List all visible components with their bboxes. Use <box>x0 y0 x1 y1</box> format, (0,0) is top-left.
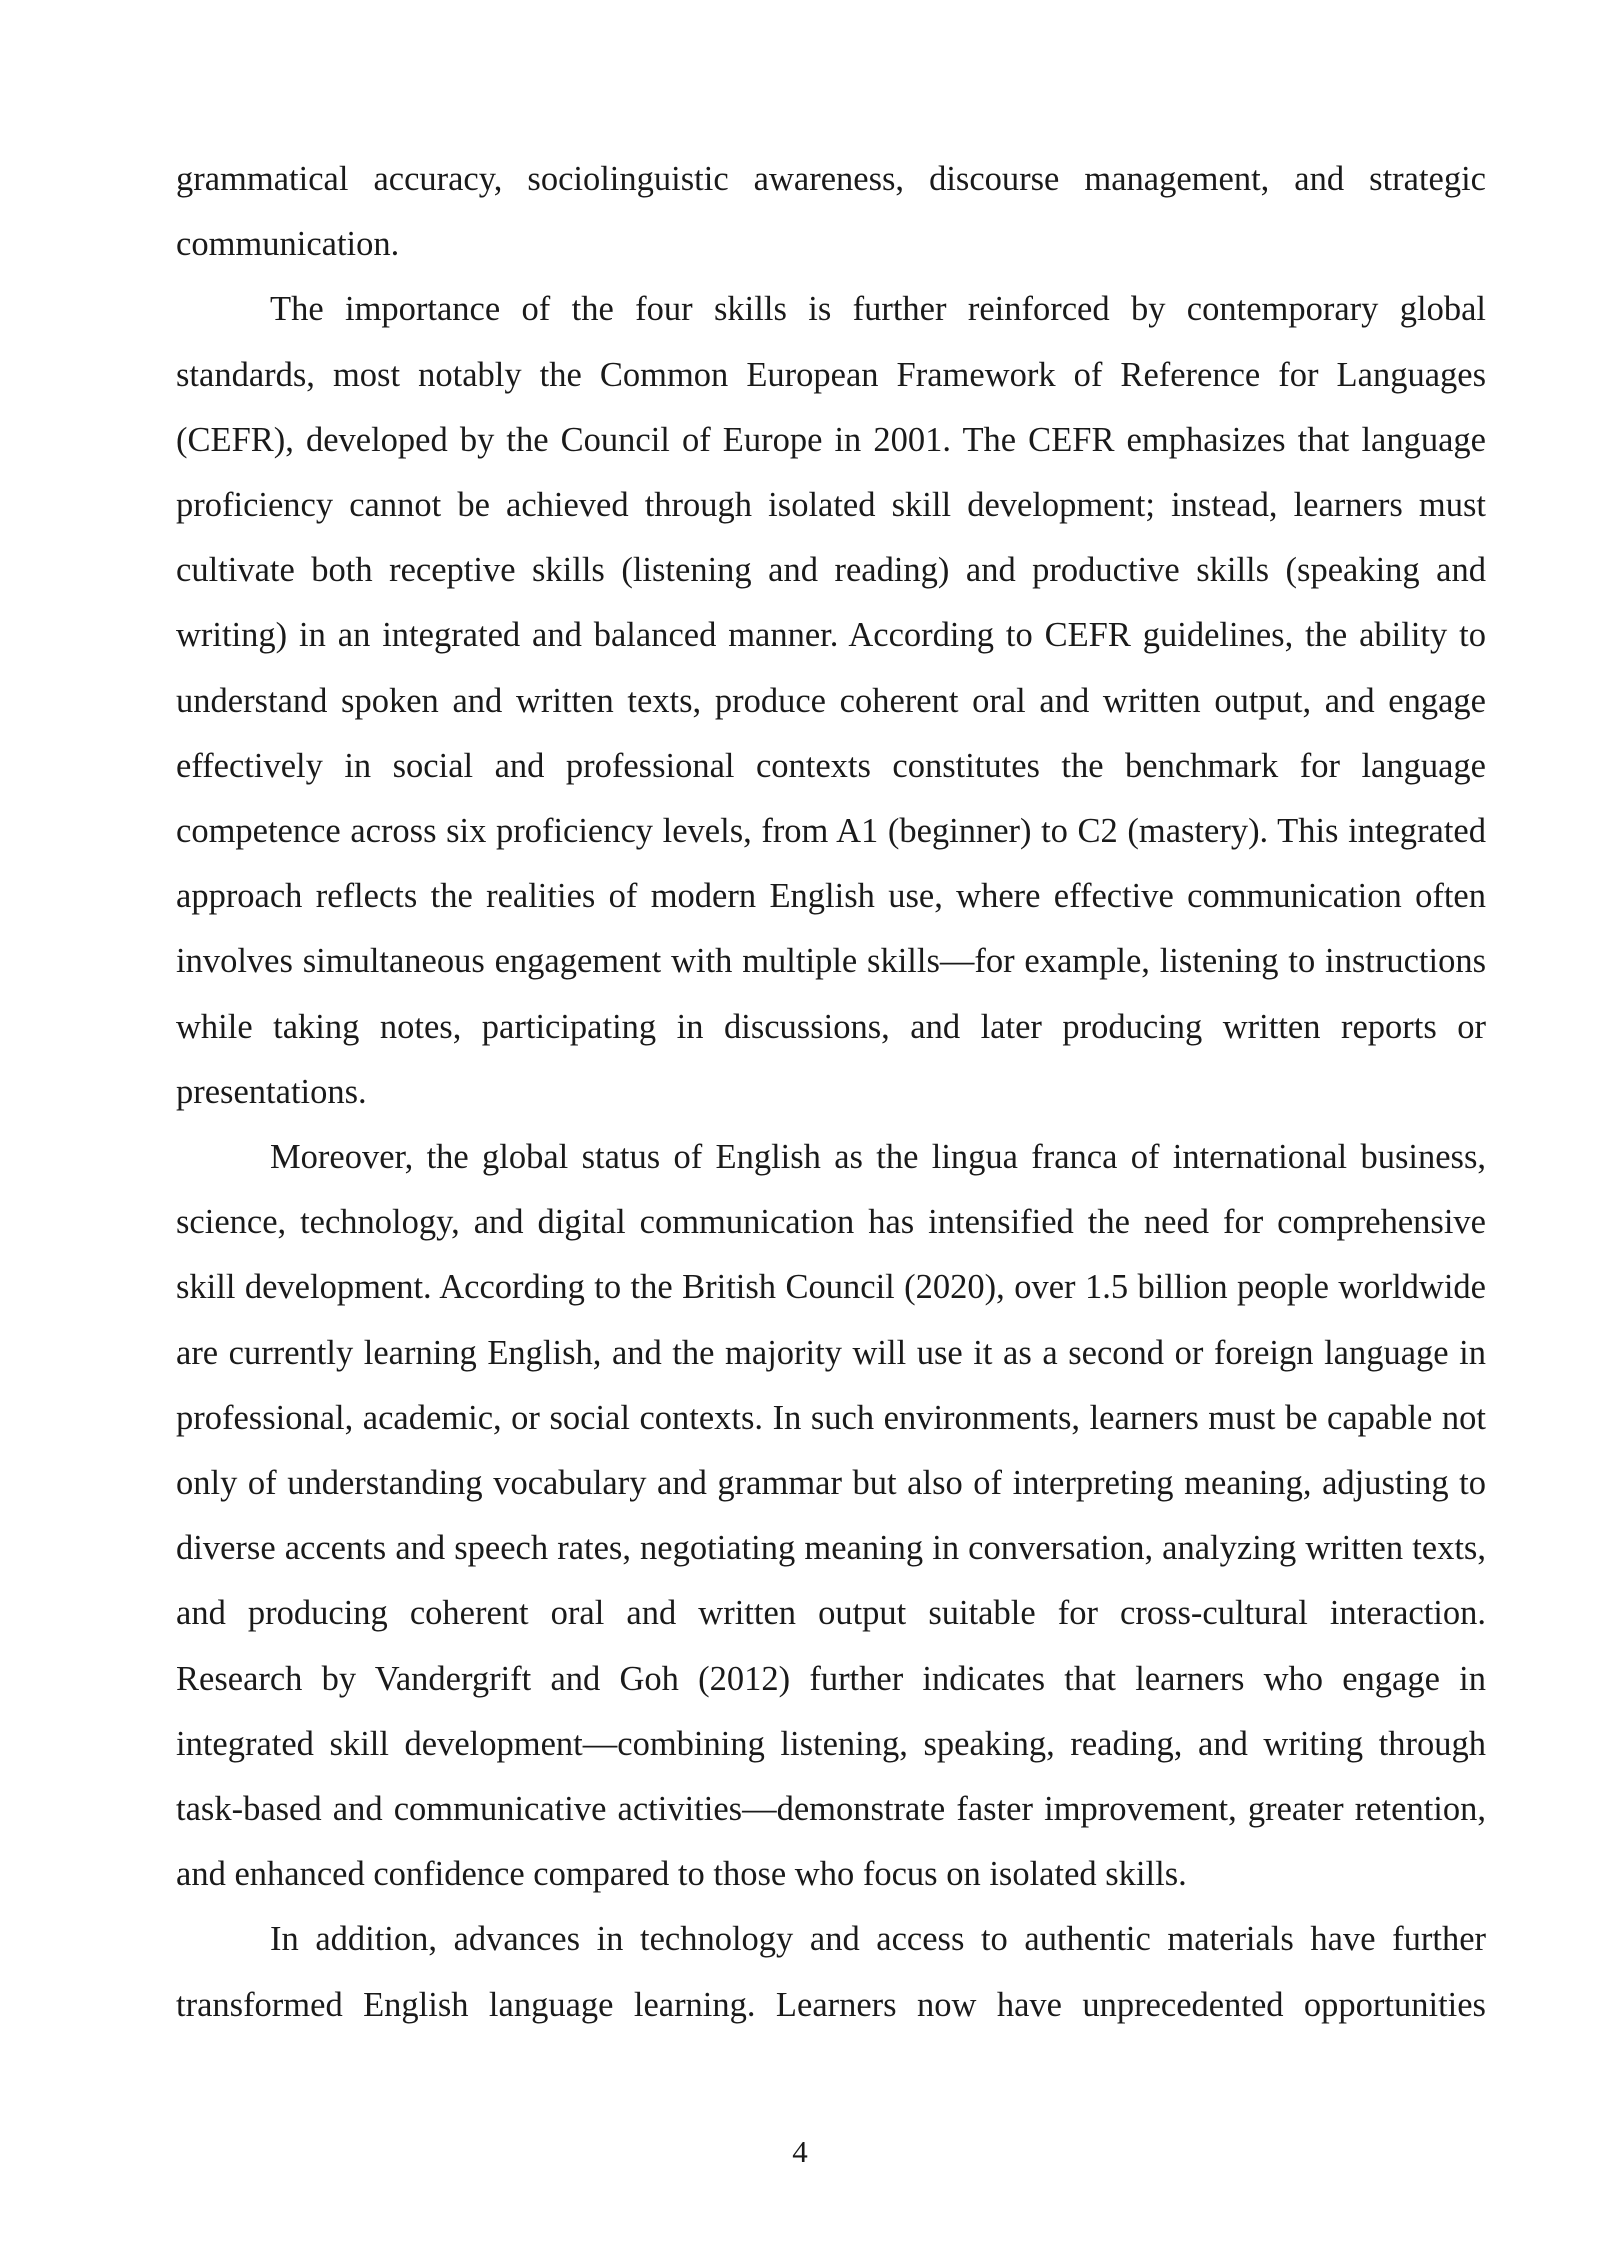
paragraph-continuation: grammatical accuracy, sociolinguistic awareness, discourse management, and strategic communication. <box>176 160 1486 264</box>
paragraph-technology: In addition, advances in technology and access to authentic materials have further transformed English language learning. Learners now have unprecedented opportunities <box>176 1920 1486 2024</box>
paragraph-global-status: Moreover, the global status of English as the lingua franca of international business, science, technology, and digital communication has intensified the need for comprehensive skill development. According to the British Council (2020), over 1.5 billion people worldwide are currently learning English, and the majority will use it as a second or foreign language in professional, academic, or social contexts. In such environments, learners must be capable not only of understanding vocabulary and grammar but also of interpreting meaning, adjusting to diverse accents and speech rates, negotiating meaning in conversation, analyzing written texts, and producing coherent oral and written output suitable for cross-cultural interaction. Research by Vandergrift and Goh (2012) further indicates that learners who engage in integrated skill development—combining listening, speaking, reading, and writing through task-based and communicative activities—demonstrate faster improvement, greater retention, and enhanced confidence compared to those who focus on isolated skills. <box>176 1138 1486 1894</box>
page-number: 4 <box>792 2134 808 2169</box>
body-text <box>176 147 1486 2038</box>
paragraph-cefr: The importance of the four skills is further reinforced by contemporary global standards, most notably the Common European Framework of Reference for Languages (CEFR), developed by the Council of Europe in 2001. The CEFR emphasizes that language proficiency cannot be achieved through isolated skill development; instead, learners must cultivate both receptive skills (listening and reading) and productive skills (speaking and writing) in an integrated and balanced manner. According to CEFR guidelines, the ability to understand spoken and written texts, produce coherent oral and written output, and engage effectively in social and professional contexts constitutes the benchmark for language competence across six proficiency levels, from A1 (beginner) to C2 (mastery). This integrated approach reflects the realities of modern English use, where effective communication often involves simultaneous engagement with multiple skills—for example, listening to instructions while taking notes, participating in discussions, and later producing written reports or presentations. <box>176 290 1486 1111</box>
